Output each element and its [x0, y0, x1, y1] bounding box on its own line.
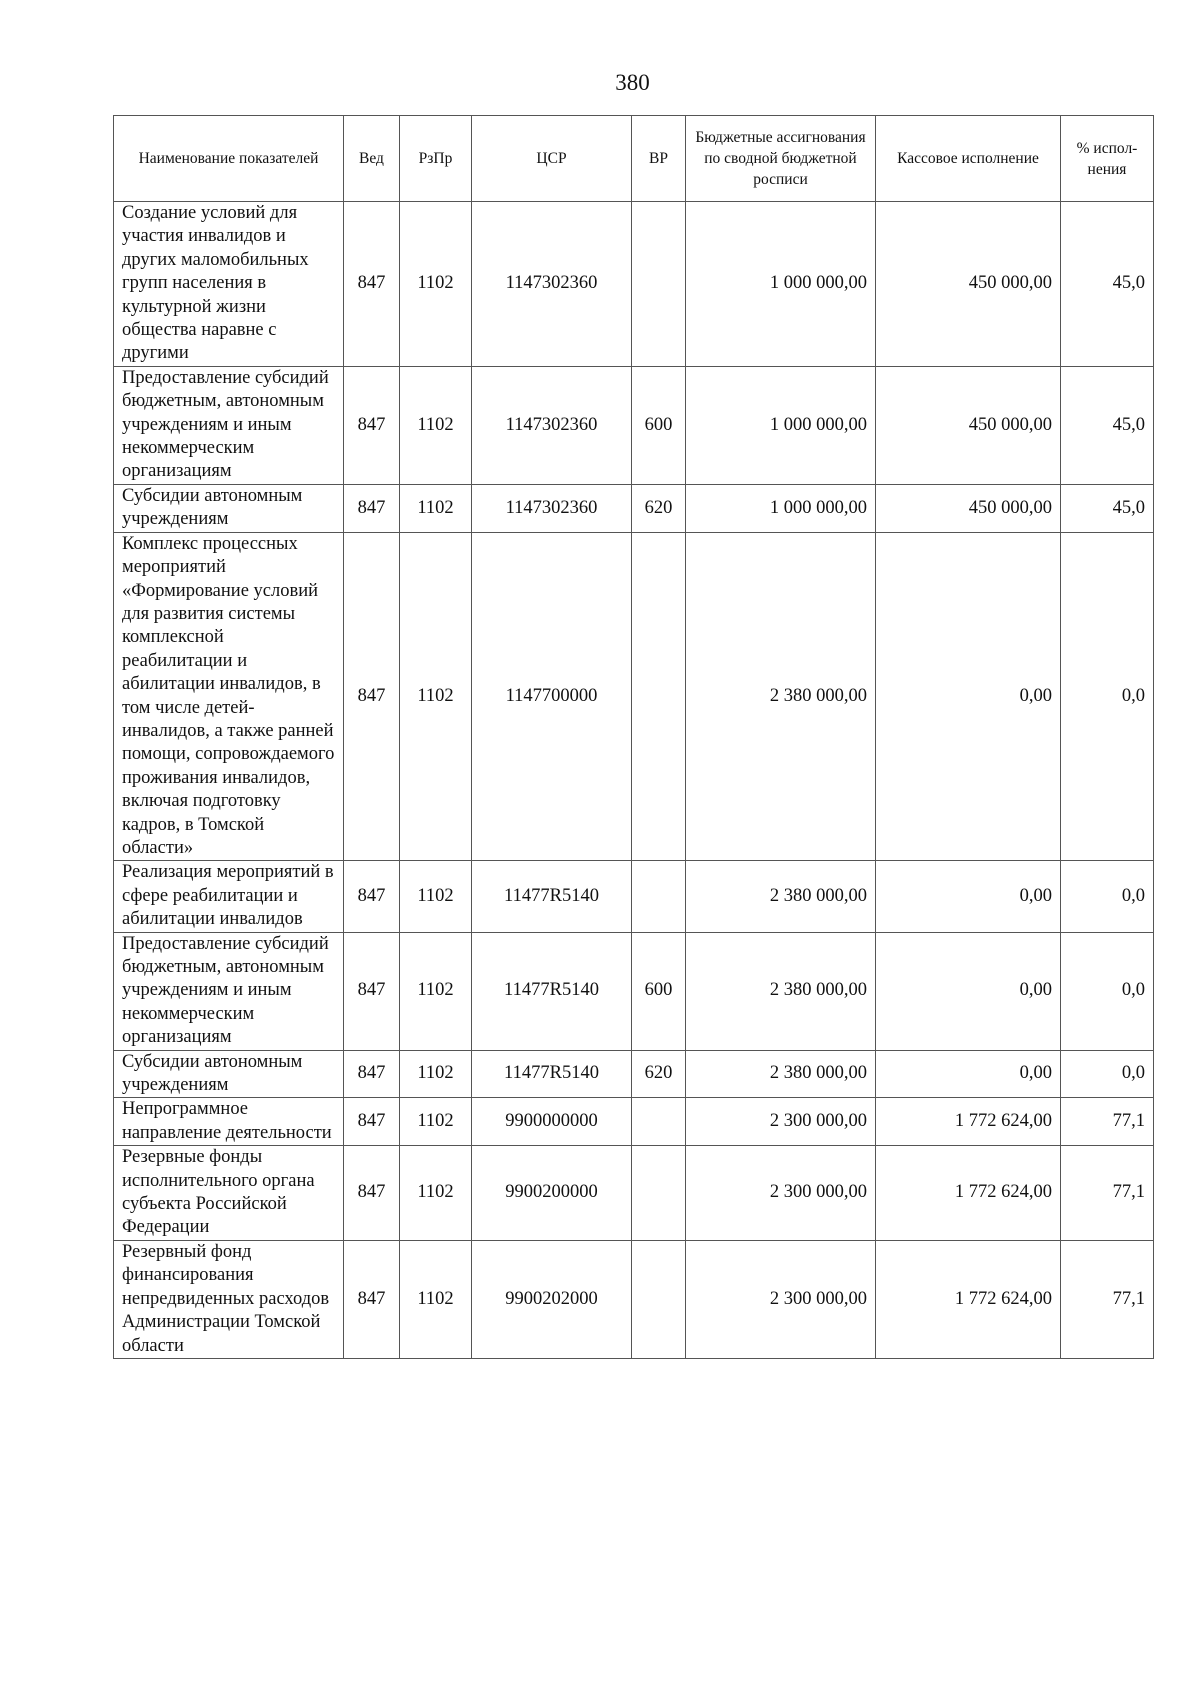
table-header-row — [114, 116, 1154, 202]
table-row — [114, 861, 1154, 932]
row-name: Субсидии автономным учреждениям — [114, 1050, 344, 1098]
row-rzpr: 1102 — [400, 484, 472, 532]
row-name: Резервные фонды исполнительного органа субъекта Российской Федерации — [114, 1146, 344, 1241]
row-rzpr: 1102 — [400, 932, 472, 1050]
row-csr: 1147302360 — [472, 484, 632, 532]
row-rzpr: 1102 — [400, 1146, 472, 1241]
row-cash: 0,00 — [876, 861, 1061, 932]
table-row — [114, 484, 1154, 532]
header-pct: % испол-нения — [1061, 116, 1154, 202]
row-name: Создание условий для участия инвалидов и других маломобильных групп населения в культурной жизни общества наравне с другими — [114, 202, 344, 367]
row-vr — [632, 532, 686, 861]
row-allocations: 2 380 000,00 — [686, 932, 876, 1050]
row-csr: 9900000000 — [472, 1098, 632, 1146]
table-row — [114, 532, 1154, 861]
table-row — [114, 1050, 1154, 1098]
row-rzpr: 1102 — [400, 1098, 472, 1146]
row-pct: 0,0 — [1061, 932, 1154, 1050]
table-row — [114, 1098, 1154, 1146]
row-pct: 77,1 — [1061, 1146, 1154, 1241]
row-ved: 847 — [344, 202, 400, 367]
row-ved: 847 — [344, 1240, 400, 1358]
row-ved: 847 — [344, 932, 400, 1050]
row-pct: 45,0 — [1061, 484, 1154, 532]
row-csr: 11477R5140 — [472, 861, 632, 932]
row-name: Реализация мероприятий в сфере реабилитации и абилитации инвалидов — [114, 861, 344, 932]
row-allocations: 2 380 000,00 — [686, 532, 876, 861]
page-number: 380 — [615, 70, 650, 95]
row-name: Предоставление субсидий бюджетным, автономным учреждениям и иным некоммерческим организациям — [114, 932, 344, 1050]
row-ved: 847 — [344, 861, 400, 932]
row-csr: 9900202000 — [472, 1240, 632, 1358]
row-rzpr: 1102 — [400, 1050, 472, 1098]
row-cash: 1 772 624,00 — [876, 1240, 1061, 1358]
row-pct: 0,0 — [1061, 1050, 1154, 1098]
row-allocations: 1 000 000,00 — [686, 484, 876, 532]
table-row — [114, 202, 1154, 367]
row-cash: 0,00 — [876, 1050, 1061, 1098]
budget-table — [113, 115, 1154, 1359]
row-rzpr: 1102 — [400, 532, 472, 861]
row-vr — [632, 1098, 686, 1146]
table-row — [114, 932, 1154, 1050]
row-vr — [632, 1240, 686, 1358]
row-pct: 77,1 — [1061, 1240, 1154, 1358]
row-vr: 620 — [632, 1050, 686, 1098]
row-rzpr: 1102 — [400, 202, 472, 367]
row-cash: 1 772 624,00 — [876, 1098, 1061, 1146]
table-row — [114, 1146, 1154, 1241]
row-name: Непрограммное направление деятельности — [114, 1098, 344, 1146]
row-pct: 0,0 — [1061, 861, 1154, 932]
row-allocations: 1 000 000,00 — [686, 202, 876, 367]
row-csr: 1147302360 — [472, 366, 632, 484]
row-cash: 0,00 — [876, 532, 1061, 861]
row-ved: 847 — [344, 532, 400, 861]
row-allocations: 2 380 000,00 — [686, 1050, 876, 1098]
row-cash: 450 000,00 — [876, 202, 1061, 367]
header-allocations: Бюджетные ассигнования по сводной бюджетной росписи — [686, 116, 876, 202]
row-csr: 1147700000 — [472, 532, 632, 861]
row-allocations: 2 300 000,00 — [686, 1146, 876, 1241]
row-rzpr: 1102 — [400, 366, 472, 484]
row-ved: 847 — [344, 484, 400, 532]
row-csr: 11477R5140 — [472, 932, 632, 1050]
header-vr: ВР — [632, 116, 686, 202]
row-csr: 11477R5140 — [472, 1050, 632, 1098]
row-pct: 45,0 — [1061, 202, 1154, 367]
row-csr: 9900200000 — [472, 1146, 632, 1241]
header-rzpr: РзПр — [400, 116, 472, 202]
row-cash: 0,00 — [876, 932, 1061, 1050]
table-row — [114, 1240, 1154, 1358]
header-name: Наименование показателей — [114, 116, 344, 202]
row-ved: 847 — [344, 1146, 400, 1241]
header-cash: Кассовое исполнение — [876, 116, 1061, 202]
row-name: Субсидии автономным учреждениям — [114, 484, 344, 532]
row-vr: 600 — [632, 932, 686, 1050]
header-csr: ЦСР — [472, 116, 632, 202]
row-vr — [632, 1146, 686, 1241]
table-row — [114, 366, 1154, 484]
row-allocations: 2 300 000,00 — [686, 1240, 876, 1358]
row-name: Предоставление субсидий бюджетным, автономным учреждениям и иным некоммерческим организациям — [114, 366, 344, 484]
row-name: Резервный фонд финансирования непредвиденных расходов Администрации Томской области — [114, 1240, 344, 1358]
row-vr: 620 — [632, 484, 686, 532]
row-ved: 847 — [344, 366, 400, 484]
row-ved: 847 — [344, 1098, 400, 1146]
row-pct: 45,0 — [1061, 366, 1154, 484]
row-allocations: 1 000 000,00 — [686, 366, 876, 484]
row-name: Комплекс процессных мероприятий «Формирование условий для развития системы комплексной реабилитации и абилитации инвалидов, в том числе детей-инвалидов, а также ранней помощи, сопровождаемого проживания инвалидов, включая подготовку кадров, в Томской области» — [114, 532, 344, 861]
header-ved: Вед — [344, 116, 400, 202]
row-rzpr: 1102 — [400, 861, 472, 932]
row-pct: 0,0 — [1061, 532, 1154, 861]
row-ved: 847 — [344, 1050, 400, 1098]
row-vr — [632, 861, 686, 932]
row-vr: 600 — [632, 366, 686, 484]
row-pct: 77,1 — [1061, 1098, 1154, 1146]
row-rzpr: 1102 — [400, 1240, 472, 1358]
row-vr — [632, 202, 686, 367]
row-cash: 450 000,00 — [876, 366, 1061, 484]
row-csr: 1147302360 — [472, 202, 632, 367]
row-allocations: 2 380 000,00 — [686, 861, 876, 932]
row-cash: 1 772 624,00 — [876, 1146, 1061, 1241]
row-cash: 450 000,00 — [876, 484, 1061, 532]
row-allocations: 2 300 000,00 — [686, 1098, 876, 1146]
